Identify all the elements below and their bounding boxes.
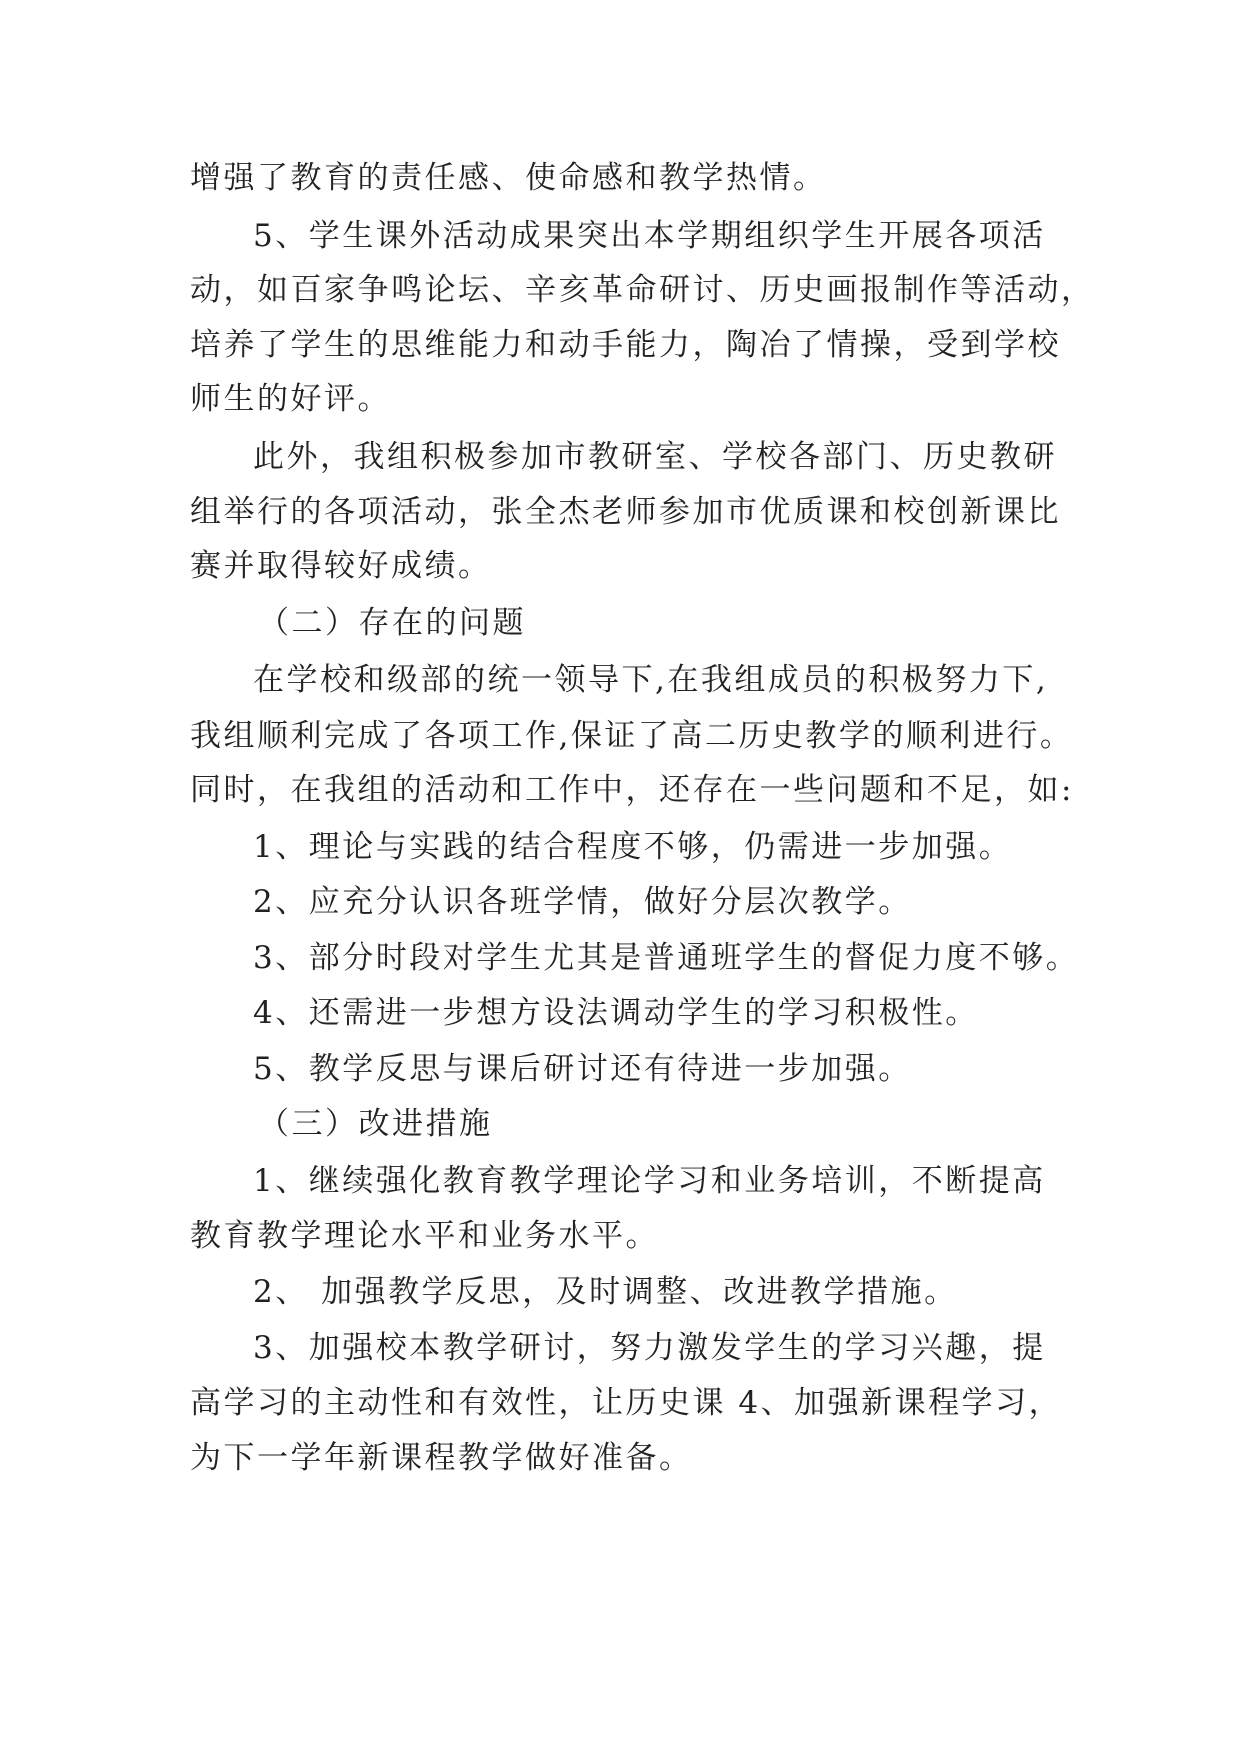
section-heading: （二）存在的问题 xyxy=(258,605,526,641)
list-item: 3、部分时段对学生尤其是普通班学生的督促力度不够。 xyxy=(253,940,1080,976)
text-line: 高学习的主动性和有效性，让历史课 4、加强新课程学习， xyxy=(190,1385,1063,1421)
section-heading: （三）改进措施 xyxy=(258,1106,493,1142)
list-item: 2、 加强教学反思，及时调整、改进教学措施。 xyxy=(253,1274,958,1310)
list-item: 1、理论与实践的结合程度不够，仍需进一步加强。 xyxy=(253,829,1013,865)
text-line: 动，如百家争鸣论坛、辛亥革命研讨、历史画报制作等活动， xyxy=(190,272,1095,308)
text-line: 组举行的各项活动，张全杰老师参加市优质课和校创新课比 xyxy=(190,494,1061,530)
text-line: 我组顺利完成了各项工作,保证了高二历史教学的顺利进行。 xyxy=(190,718,1074,754)
text-line: 在学校和级部的统一领导下,在我组成员的积极努力下, xyxy=(253,662,1049,698)
text-line: 赛并取得较好成绩。 xyxy=(190,548,492,584)
text-line: 增强了教育的责任感、使命感和教学热情。 xyxy=(190,160,827,196)
text-line: 培养了学生的思维能力和动手能力，陶冶了情操，受到学校 xyxy=(190,327,1061,363)
list-item: 2、应充分认识各班学情，做好分层次教学。 xyxy=(253,884,912,920)
text-line: 师生的好评。 xyxy=(190,381,391,417)
list-item: 3、加强校本教学研讨，努力激发学生的学习兴趣，提 xyxy=(253,1330,1046,1366)
text-line: 为下一学年新课程教学做好准备。 xyxy=(190,1440,693,1476)
text-line: 教育教学理论水平和业务水平。 xyxy=(190,1218,659,1254)
text-line: 同时，在我组的活动和工作中，还存在一些问题和不足，如: xyxy=(190,772,1074,808)
list-item: 5、教学反思与课后研讨还有待进一步加强。 xyxy=(253,1051,912,1087)
list-item: 4、还需进一步想方设法调动学生的学习积极性。 xyxy=(253,995,979,1031)
text-line: 5、学生课外活动成果突出本学期组织学生开展各项活 xyxy=(253,218,1046,254)
text-line: 此外，我组积极参加市教研室、学校各部门、历史教研 xyxy=(253,439,1057,475)
list-item: 1、继续强化教育教学理论学习和业务培训，不断提高 xyxy=(253,1163,1046,1199)
